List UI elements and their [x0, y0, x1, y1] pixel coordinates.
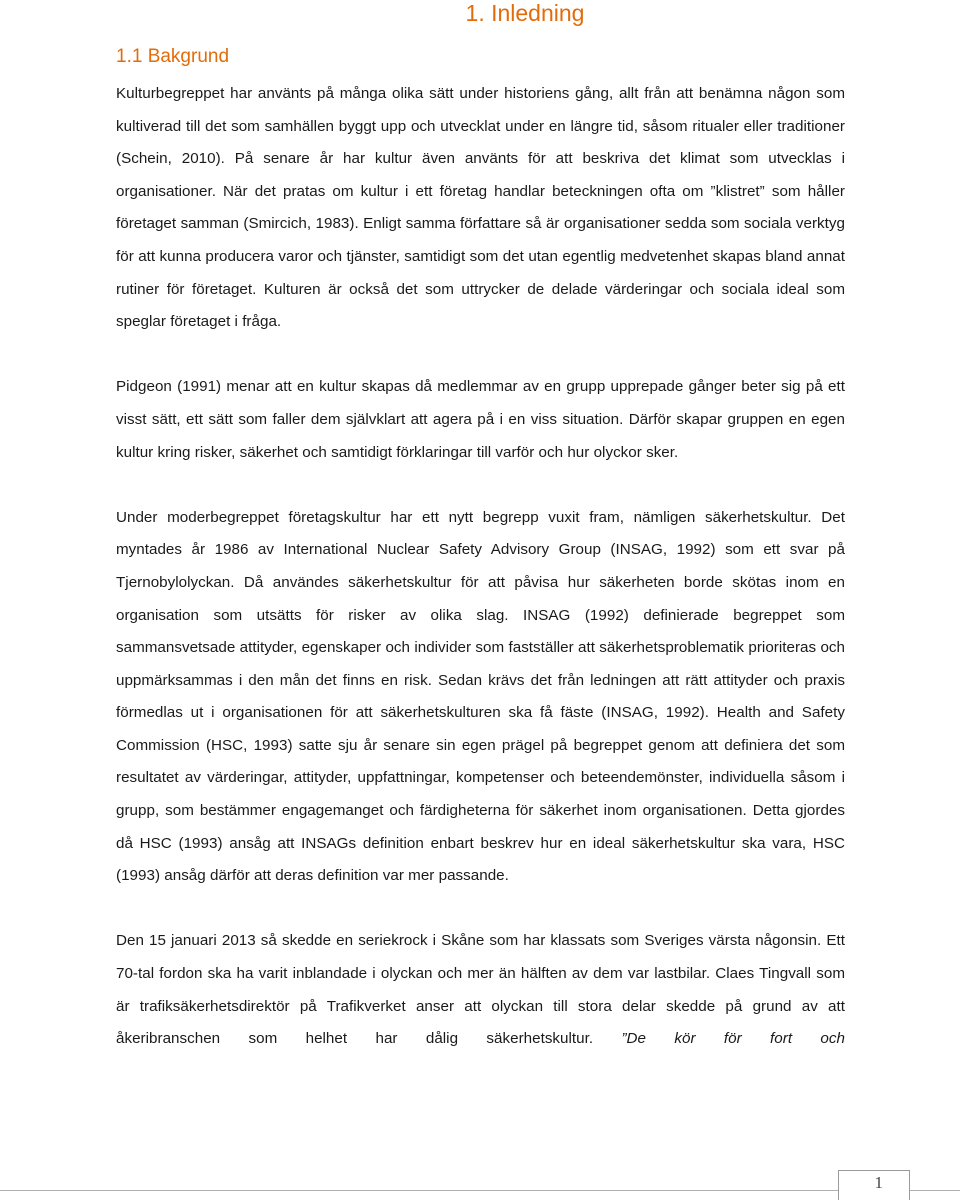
chapter-title: 1. Inledning: [465, 0, 585, 26]
paragraph-skane-crash-quote: ”De kör för fort och: [621, 1030, 845, 1048]
paragraph-culture-concept: Kulturbegreppet har använts på många olika sätt under historiens gång, allt från att benämna någon som kultiverad till det som samhällen byggt upp och utvecklat under en längre tid, såsom ritualer eller traditioner (Schein, 2010). På senare år har kultur även använts för att beskriva det klimat som utvecklas i organisationer. När det pratas om kultur i ett företag handlar beteckningen ofta om ”klistret” som håller företaget samman (Smircich, 1983). Enligt samma författare så är organisationer sedda som sociala verktyg för att kunna producera varor och tjänster, samtidigt som det utan egentlig medvetenhet skapas bland annat rutiner för företaget. Kulturen är också det som uttrycker de delade värderingar och sociala ideal som speglar företaget i fråga.: [116, 85, 845, 331]
paragraph-skane-crash: [116, 925, 845, 1055]
document-body: [116, 78, 845, 1056]
footer-divider: [0, 1190, 960, 1191]
paragraph-pidgeon: Pidgeon (1991) menar att en kultur skapas då medlemmar av en grupp upprepade gånger beter sig på ett visst sätt, ett sätt som faller dem självklart att agera på i en viss situation. Därför skapar gruppen en egen kultur kring risker, säkerhet och samtidigt förklaringar till varför och hur olyckor sker.: [116, 378, 845, 461]
paragraph-skane-crash-text: Den 15 januari 2013 så skedde en seriekrock i Skåne som har klassats som Sveriges värsta någonsin. Ett 70-tal fordon ska ha varit inblandade i olyckan och mer än hälften av dem var lastbilar. Claes Tingvall som är trafiksäkerhetsdirektör på Trafikverket anser att olyckan till stora delar skedde på grund av att åkeribranschen som helhet har dålig säkerhetskultur.: [116, 932, 845, 1048]
page-number-box: [838, 1170, 910, 1200]
paragraph-safety-culture: Under moderbegreppet företagskultur har ett nytt begrepp vuxit fram, nämligen säkerhetskultur. Det myntades år 1986 av International Nuclear Safety Advisory Group (INSAG, 1992) som ett svar på Tjernobylolyckan. Då användes säkerhetskultur för att påvisa hur säkerheten borde skötas inom en organisation som utsätts för risker av olika slag. INSAG (1992) definierade begreppet som sammansvetsade attityder, egenskaper och individer som fastställer att säkerhetsproblematik prioriteras och uppmärksammas i den mån det finns en risk. Sedan krävs det från ledningen att rätt attityder och praxis förmedlas ut i organisationen för att säkerhetskulturen ska få fäste (INSAG, 1992). Health and Safety Commission (HSC, 1993) satte sju år senare sin egen prägel på begreppet genom att definiera det som resultatet av värderingar, attityder, uppfattningar, kompetenser och beteendemönster, individuella såsom i grupp, som bestämmer engagemanget och färdigheterna för säkerhet inom organisationen. Detta gjordes då HSC (1993) ansåg att INSAGs definition enbart beskrev hur en ideal säkerhetskultur ska vara, HSC (1993) ansåg därför att deras definition var mer passande.: [116, 508, 845, 885]
section-title: 1.1 Bakgrund: [116, 46, 230, 67]
page-number: 1: [874, 1173, 883, 1192]
